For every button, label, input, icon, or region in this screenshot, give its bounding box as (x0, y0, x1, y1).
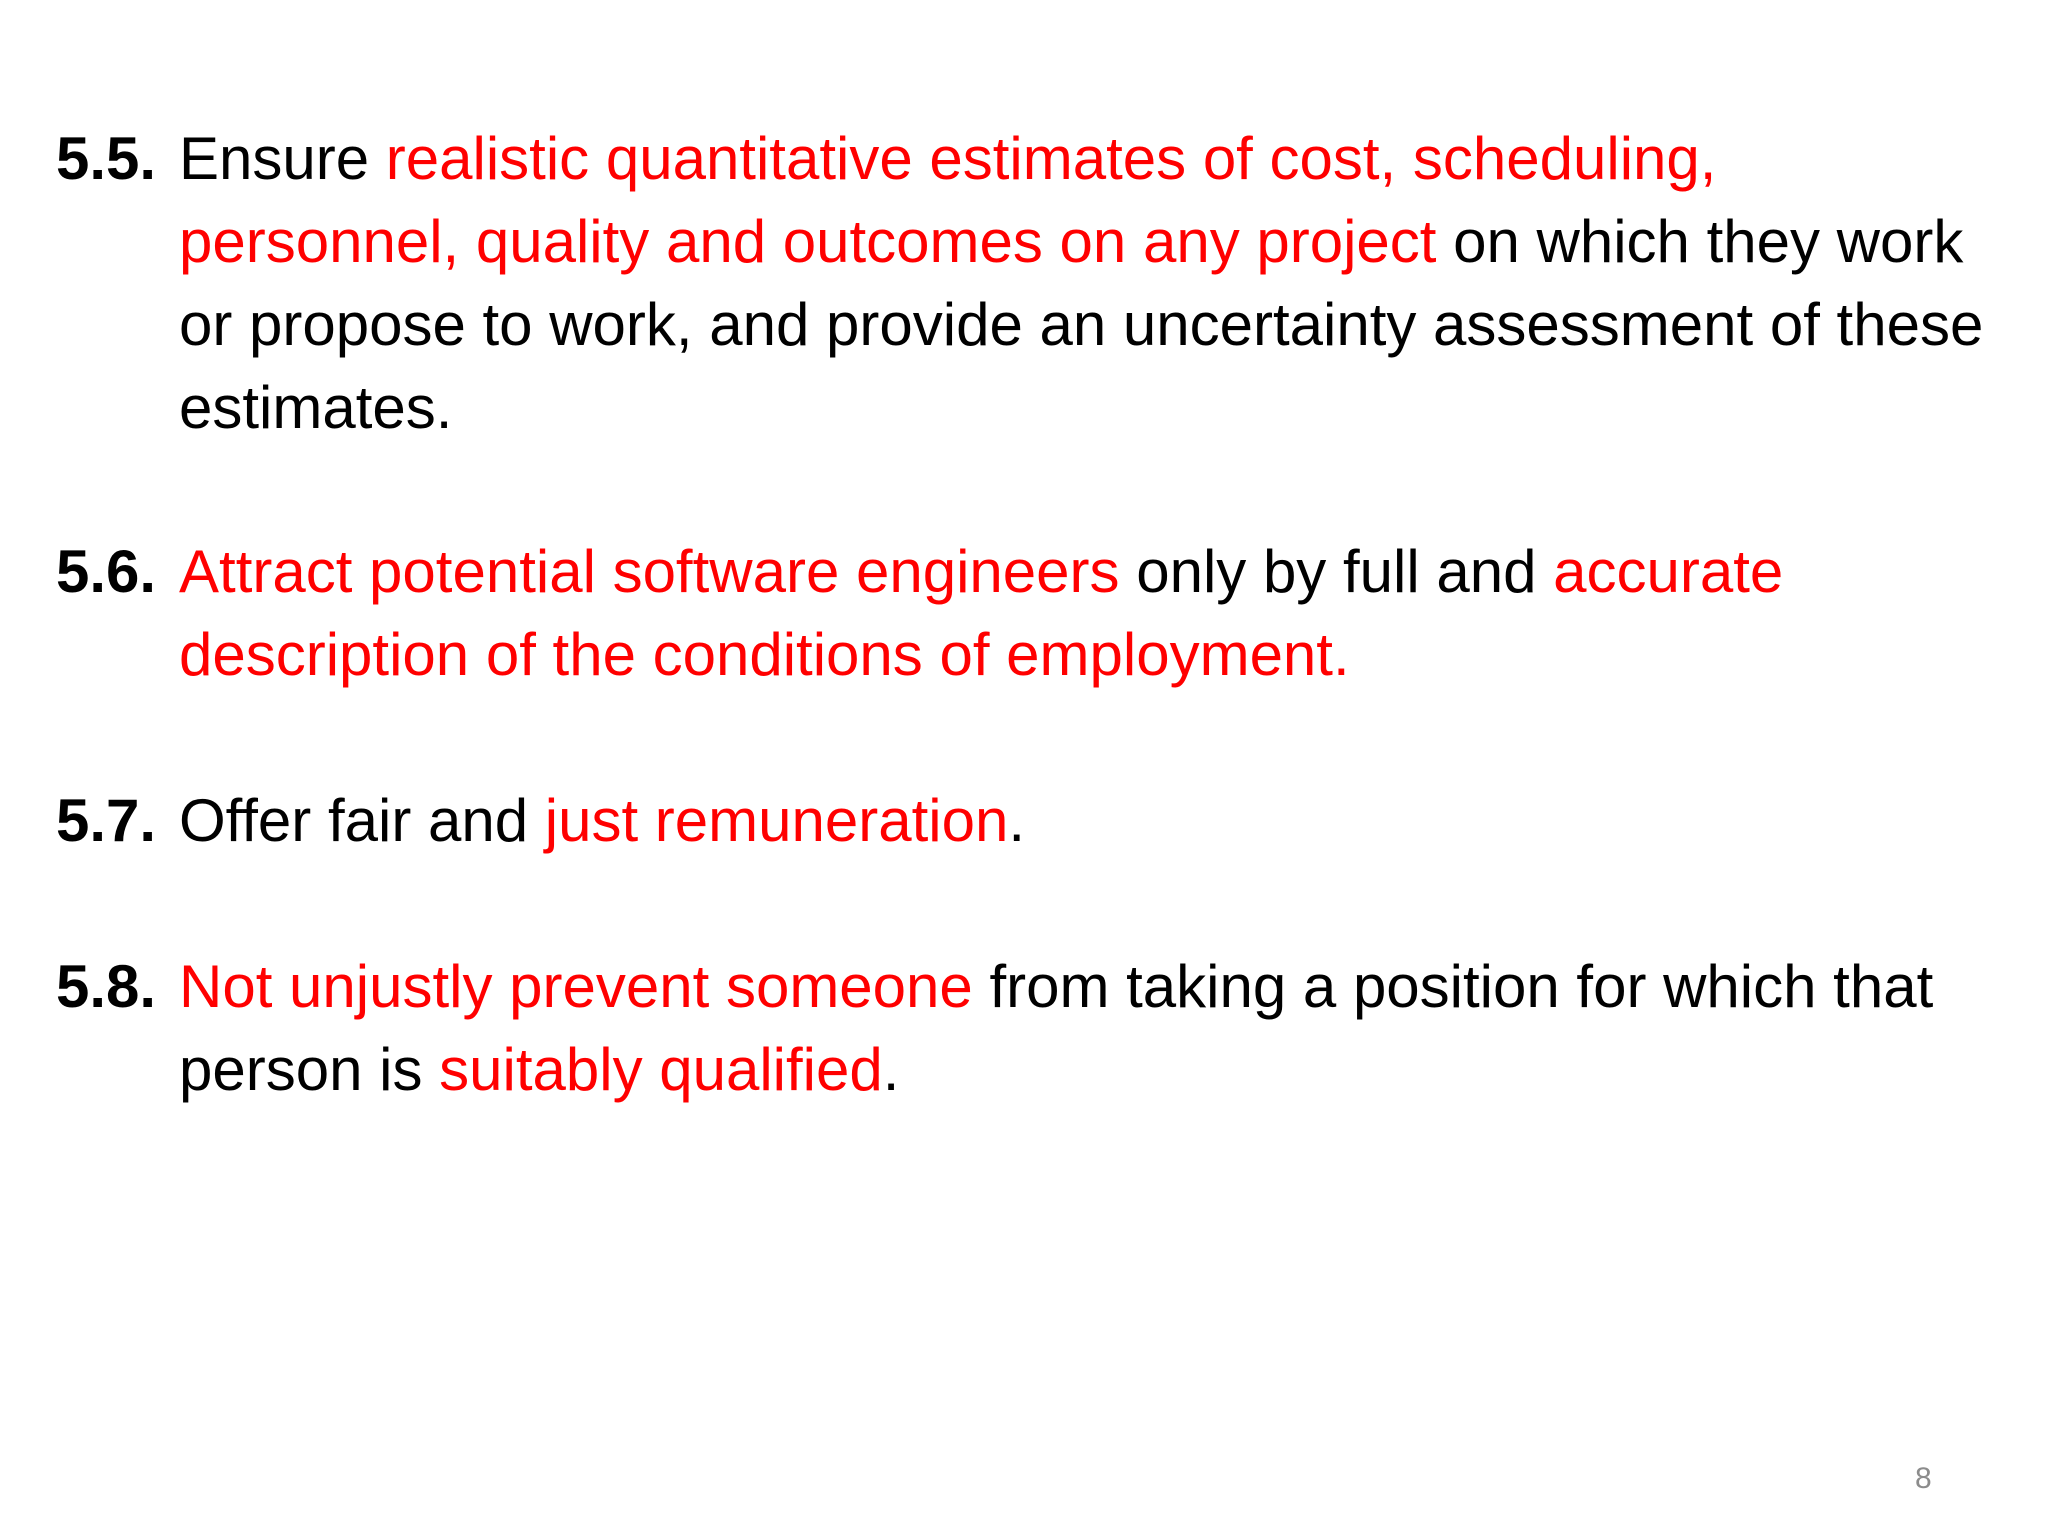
clause-text: . (882, 1036, 900, 1103)
clause-highlight: Not unjustly prevent someone (179, 953, 973, 1020)
clause-text: on which they work or propose to work, and provide an uncertainty assessment of these estimates. (179, 208, 1984, 441)
clause-number: 5.7. (56, 787, 157, 854)
clause-highlight: just remuneration (544, 787, 1009, 854)
clause-text: Offer fair and (179, 787, 545, 854)
clause-5-7 (56, 779, 2006, 862)
clause-highlight: suitably qualified (439, 1036, 883, 1103)
clause-highlight: accurate description of the conditions of employment. (179, 538, 1784, 688)
clause-highlight: Attract potential software engineers (179, 538, 1120, 605)
clause-5-6 (56, 530, 2006, 696)
clause-text: Ensure (179, 125, 386, 192)
clause-text: . (1008, 787, 1025, 854)
clause-number: 5.5. (56, 125, 157, 192)
page-number: 8 (1915, 1462, 1932, 1495)
clause-text: from taking a position for which that person is (179, 953, 1934, 1103)
clause-number: 5.8. (56, 953, 157, 1020)
clause-highlight: realistic quantitative estimates of cost, scheduling, personnel, quality and outcomes on any project (179, 125, 1717, 275)
clause-text: only by full and (1119, 538, 1554, 605)
clause-5-5 (56, 117, 2006, 449)
clause-5-8 (56, 945, 2006, 1111)
clause-number: 5.6. (56, 538, 157, 605)
